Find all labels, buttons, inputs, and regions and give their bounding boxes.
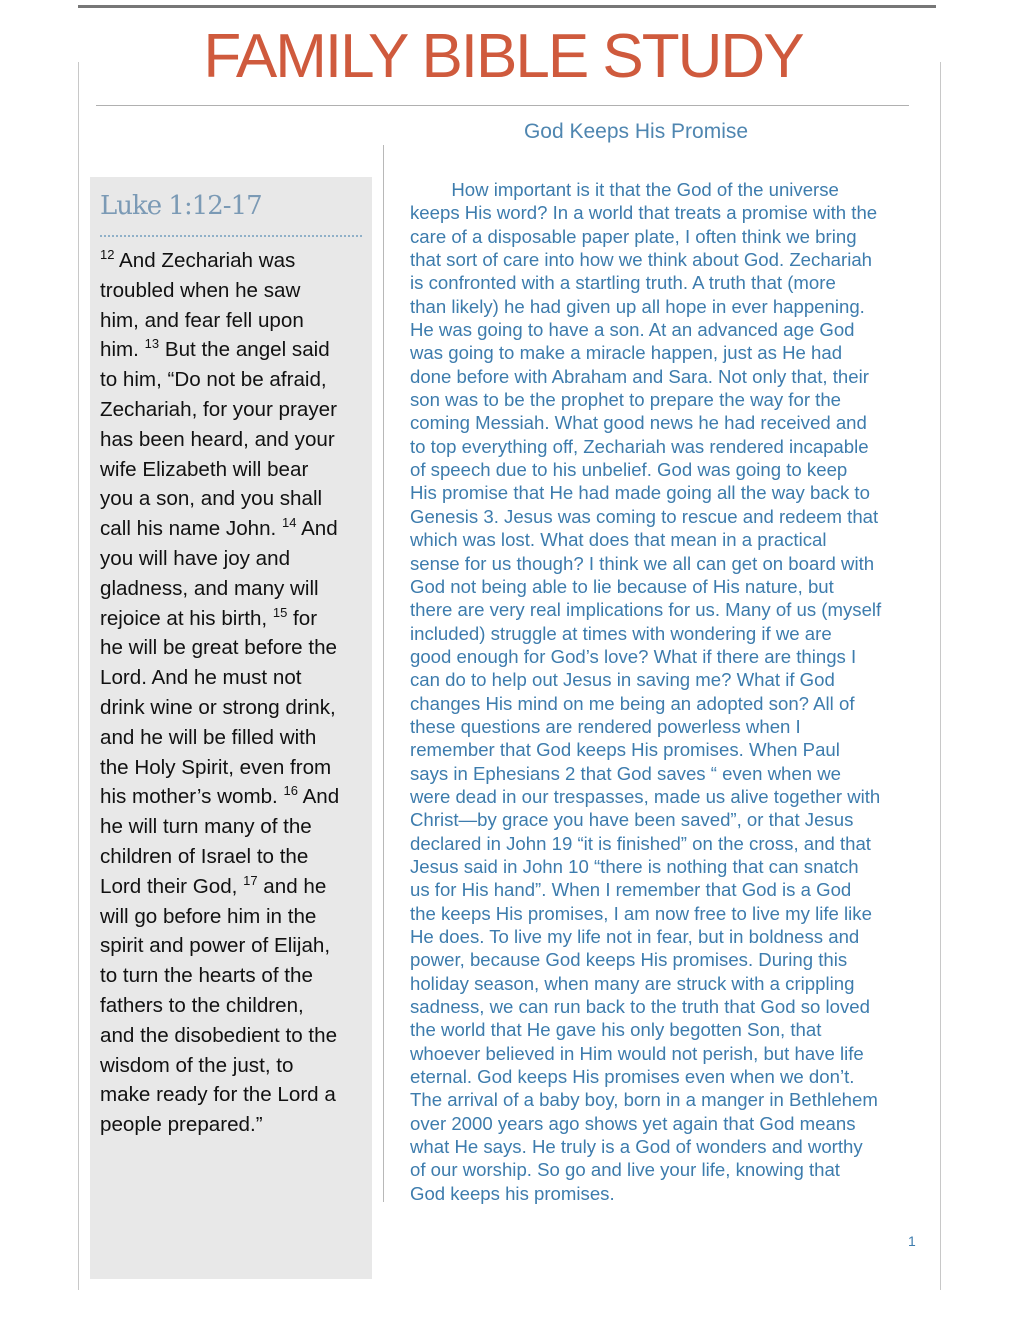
article-line: which was lost. What does that mean in a practical — [410, 529, 827, 551]
article-body — [410, 178, 935, 1205]
scripture-line-text: And Zechariah was — [114, 249, 296, 272]
article-line: coming Messiah. What good news he had received and — [410, 412, 867, 434]
scripture-line-text: you will have joy and — [100, 546, 291, 570]
article-line: says in Ephesians 2 that God saves “ even when we — [410, 762, 841, 784]
article-line: Christ—by grace you have been saved”, or that Jesus — [410, 809, 854, 831]
article-line: can do to help out Jesus in saving me? What if God — [410, 669, 835, 691]
scripture-reference: Luke 1:12-17 — [100, 191, 262, 221]
article-line: holiday season, when many are struck with a crippling — [410, 972, 855, 994]
scripture-line-text: will go before him in the — [100, 904, 317, 928]
article-line: son was to be the prophet to prepare the way for the — [410, 389, 842, 411]
verse-number: 16 — [283, 783, 298, 799]
scripture-line — [100, 455, 362, 485]
verse-number: 15 — [272, 604, 288, 620]
scripture-line-text: And — [297, 785, 340, 809]
page-number: 1 — [908, 1233, 916, 1249]
scripture-line-text: you a son, and you shall — [100, 487, 323, 511]
scripture-line — [100, 872, 362, 902]
verse-number: 12 — [100, 247, 115, 262]
article-line: God not being able to lie because of His nature, but — [410, 575, 834, 597]
article-line: How important is it that the God of the universe — [410, 179, 839, 200]
scripture-line-text: But the angel said — [159, 338, 330, 362]
scripture-line-text: and he — [257, 874, 327, 898]
scripture-line — [100, 991, 362, 1021]
scripture-line — [100, 902, 362, 932]
scripture-line-text: call his name John. — [100, 517, 283, 541]
article-line: than likely) he had given up all hope in ever happening. — [410, 295, 865, 317]
verse-number: 13 — [144, 336, 160, 352]
article-line: His promise that He had made going all the way back to — [410, 482, 870, 504]
scripture-line — [100, 663, 362, 693]
column-divider — [383, 145, 384, 1202]
scripture-line — [100, 1021, 362, 1051]
scripture-line — [100, 1110, 362, 1140]
scripture-line — [100, 633, 362, 663]
scripture-line — [100, 484, 362, 514]
scripture-line-text: for — [287, 606, 318, 630]
scripture-line — [100, 425, 362, 455]
scripture-line-text: make ready for the Lord a — [100, 1083, 336, 1107]
article-line: changes His mind on me being an adopted son? All of — [410, 692, 855, 714]
article-line: what He says. He truly is a God of wonders and worthy — [410, 1136, 863, 1158]
scripture-line-text: people prepared.” — [100, 1113, 263, 1137]
scripture-line — [100, 1080, 362, 1110]
scripture-line — [100, 753, 362, 783]
scripture-line-text: children of Israel to the — [100, 844, 309, 868]
left-margin-rule — [78, 62, 79, 1290]
scripture-line — [100, 782, 362, 812]
article-line: whoever believed in Him would not perish, but have life — [410, 1042, 864, 1064]
scripture-line-text: drink wine or strong drink, — [100, 695, 336, 719]
scripture-line — [100, 544, 362, 574]
scripture-line — [100, 931, 362, 961]
scripture-line-text: Zechariah, for your prayer — [100, 397, 337, 421]
article-line: was going to make a miracle happen, just as He had — [410, 342, 843, 364]
article-line: that sort of care into how we think about God. Zechariah — [410, 249, 873, 271]
article-line: were dead in our trespasses, made us alive together with — [410, 785, 881, 807]
article-line: sense for us though? I think we all can get on board with — [410, 552, 875, 574]
article-line: of our worship. So go and live your life, knowing that — [410, 1159, 840, 1181]
scripture-text — [100, 246, 362, 1140]
scripture-line-text: him. — [100, 338, 145, 362]
top-rule — [78, 5, 936, 8]
scripture-sidebar — [90, 177, 372, 1279]
article-line: included) struggle at times with wondering if we are — [410, 622, 832, 644]
scripture-line-text: spirit and power of Elijah, — [100, 934, 331, 958]
article-line: of speech due to his unbelief. God was going to keep — [410, 459, 848, 481]
scripture-line-text: Lord their God, — [100, 874, 244, 898]
scripture-line-text: the Holy Spirit, even from — [100, 755, 332, 779]
article-line: there are very real implications for us. Many of us (myself — [410, 599, 882, 621]
right-margin-rule — [940, 62, 941, 1290]
scripture-line-text: he will turn many of the — [100, 815, 312, 839]
article-title: God Keeps His Promise — [523, 120, 749, 143]
article-line: God keeps his promises. — [410, 1182, 615, 1204]
scripture-line — [100, 276, 362, 306]
article-line: declared in John 19 “it is finished” on the cross, and that — [410, 832, 871, 854]
scripture-line — [100, 335, 362, 365]
article-line: keeps His word? In a world that treats a promise with the — [410, 202, 878, 224]
scripture-line-text: And — [296, 517, 338, 541]
scripture-line-text: wife Elizabeth will bear — [100, 457, 309, 481]
article-line: us for His hand”. When I remember that God is a God — [410, 879, 852, 901]
scripture-line — [100, 365, 362, 395]
scripture-line-text: gladness, and many will — [100, 576, 319, 600]
article-line: the world that He gave his only begotten Son, that — [410, 1019, 822, 1041]
scripture-line — [100, 246, 362, 276]
article-line: Genesis 3. Jesus was coming to rescue and redeem that — [410, 505, 879, 527]
article-line: is confronted with a startling truth. A truth that (more — [410, 272, 836, 294]
article-line: the keeps His promises, I am now free to live my life like — [410, 902, 872, 924]
scripture-line-text: his mother’s womb. — [100, 785, 284, 809]
scripture-line-text: he will be great before the — [100, 636, 337, 660]
article-line: The arrival of a baby boy, born in a manger in Bethlehem — [410, 1089, 878, 1111]
article-line: these questions are rendered powerless when I — [410, 715, 801, 737]
article-line: remember that God keeps His promises. When Paul — [410, 739, 840, 761]
scripture-line — [100, 1051, 362, 1081]
article-line: sadness, we can run back to the truth that God so loved — [410, 996, 870, 1018]
scripture-line — [100, 812, 362, 842]
scripture-line — [100, 723, 362, 753]
article-line: care of a disposable paper plate, I often think we bring — [410, 225, 857, 247]
scripture-line-text: rejoice at his birth, — [100, 606, 273, 630]
title-divider — [96, 105, 909, 106]
scripture-line-text: and he will be filled with — [100, 725, 317, 749]
dotted-divider — [100, 235, 362, 237]
scripture-line-text: to him, “Do not be afraid, — [100, 368, 327, 392]
scripture-line — [100, 574, 362, 604]
scripture-line-text: to turn the hearts of the — [100, 964, 313, 988]
scripture-line — [100, 693, 362, 723]
article-line: Jesus said in John 10 “there is nothing that can snatch — [410, 855, 859, 877]
scripture-line — [100, 842, 362, 872]
scripture-line-text: has been heard, and your — [100, 427, 335, 451]
article-line: good enough for God’s love? What if there are things I — [410, 645, 857, 667]
scripture-line — [100, 306, 362, 336]
article-line: done before with Abraham and Sara. Not only that, their — [410, 365, 869, 387]
scripture-line — [100, 604, 362, 634]
article-line: He does. To live my life not in fear, but in boldness and — [410, 926, 860, 947]
article-line: eternal. God keeps His promises even when we don’t. — [410, 1066, 855, 1088]
article-line: over 2000 years ago shows yet again that God means — [410, 1112, 856, 1134]
article-line: He was going to have a son. At an advanced age God — [410, 319, 855, 341]
page-title: FAMILY BIBLE STUDY — [203, 22, 803, 91]
scripture-line-text: Lord. And he must not — [100, 666, 302, 690]
scripture-line-text: fathers to the children, — [100, 993, 304, 1017]
scripture-line-text: troubled when he saw — [100, 278, 301, 302]
scripture-line-text: and the disobedient to the — [100, 1023, 338, 1047]
scripture-line — [100, 514, 362, 544]
scripture-line — [100, 395, 362, 425]
scripture-line — [100, 961, 362, 991]
scripture-line-text: him, and fear fell upon — [100, 308, 304, 332]
article-line: power, because God keeps His promises. During this — [410, 949, 848, 971]
verse-number: 14 — [282, 515, 297, 531]
article-line: to top everything off, Zechariah was rendered incapable — [410, 435, 869, 457]
verse-number: 17 — [243, 872, 258, 888]
scripture-line-text: wisdom of the just, to — [100, 1053, 294, 1077]
